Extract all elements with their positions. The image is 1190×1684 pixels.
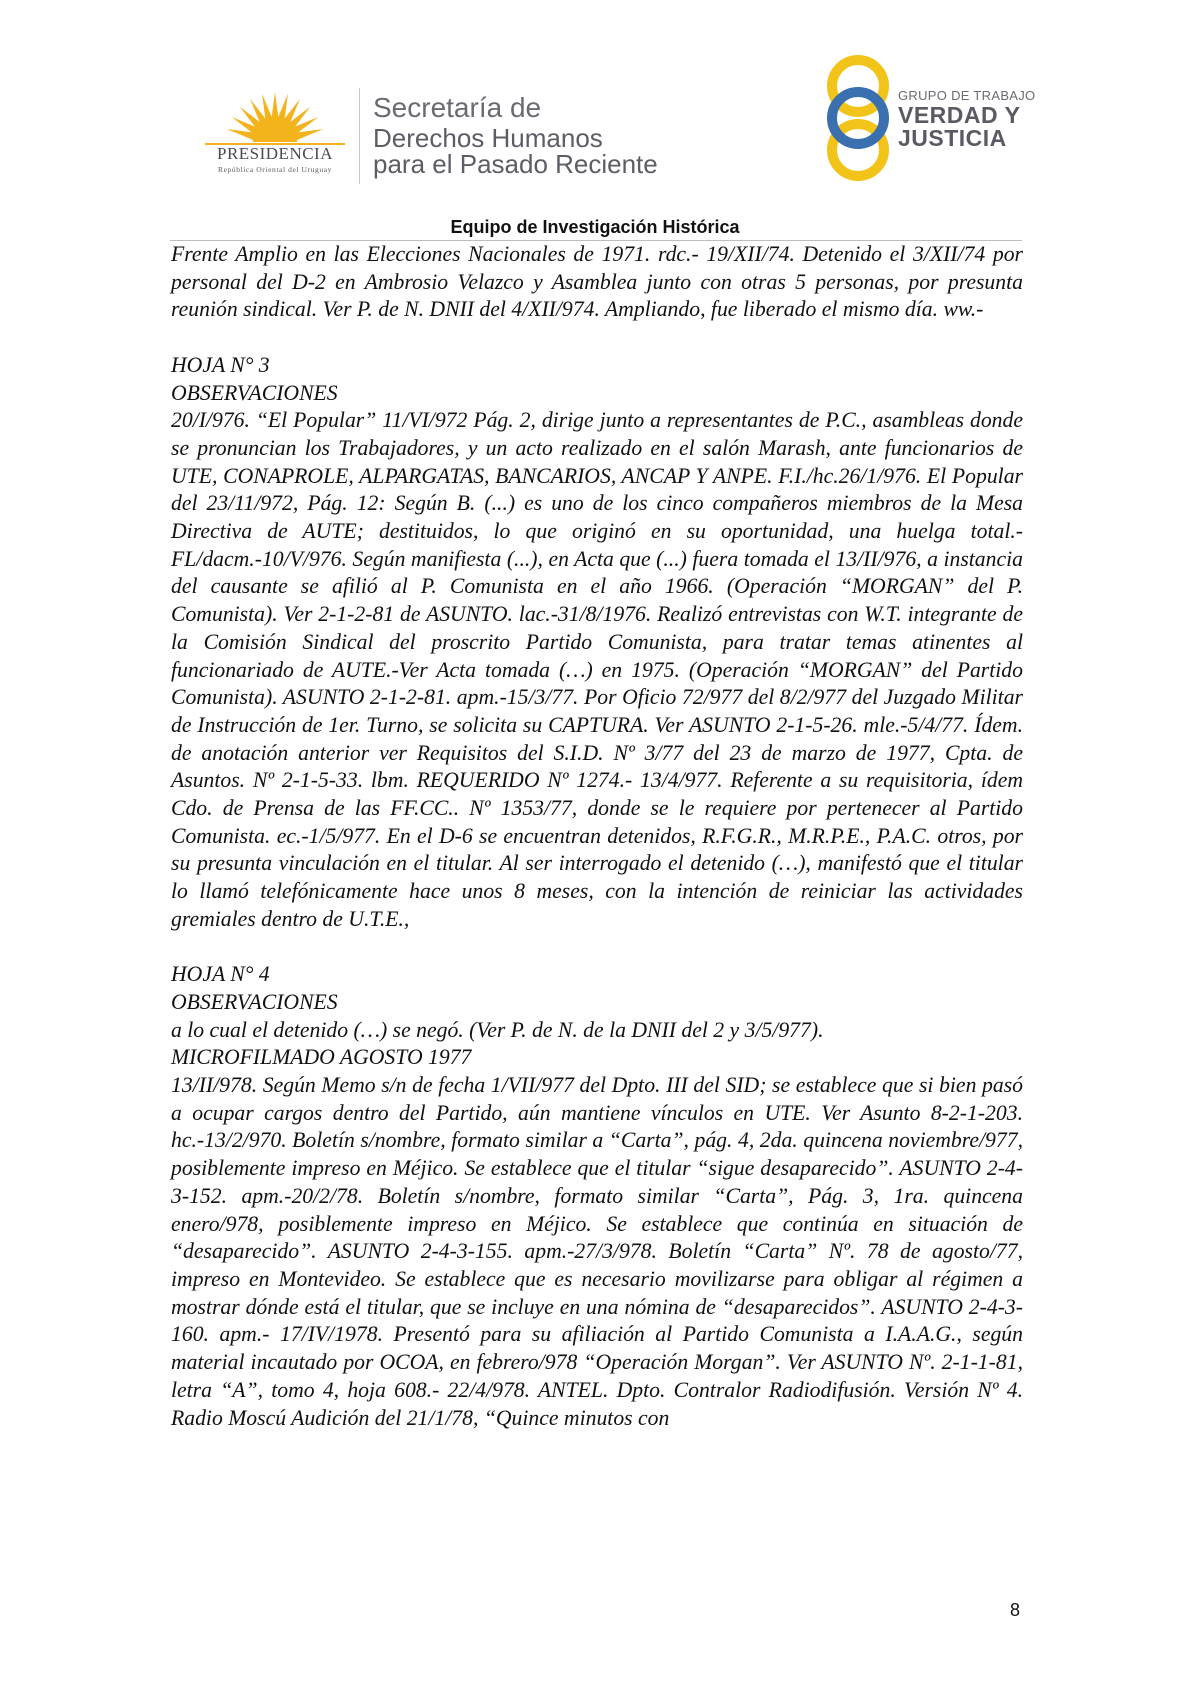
secretaria-line-2: Derechos Humanos	[373, 123, 603, 153]
team-title: Equipo de Investigación Histórica	[450, 217, 740, 237]
document-body	[171, 241, 1023, 1432]
hoja-4-subheading: OBSERVACIONES	[171, 989, 338, 1014]
secretaria-line-3: para el Pasado Reciente	[373, 149, 658, 179]
secretaria-line-1: Secretaría de	[373, 92, 542, 123]
intro-paragraph: Frente Amplio en las Elecciones Nacionales de 1971. rdc.- 19/XII/74. Detenido el 3/XII/74 por personal del D-2 en Ambrosio Velazco y Asamblea junto con otras 5 personas, por presunta reunión sindical. Ver P. de N. DNII del 4/XII/974. Ampliando, fue liberado el mismo día. ww.-	[171, 242, 1023, 322]
page-header	[0, 0, 1190, 230]
hoja-4-line-1: a lo cual el detenido (…) se negó. (Ver P. de N. de la DNII del 2 y 3/5/977).	[171, 1017, 824, 1042]
hoja-3-subheading: OBSERVACIONES	[171, 380, 338, 405]
hoja-3-heading: HOJA N° 3	[171, 352, 270, 377]
hoja-4-line-2: MICROFILMADO AGOSTO 1977	[171, 1045, 472, 1070]
page-number: 8	[1010, 1600, 1021, 1620]
grupo-line-1: GRUPO DE TRABAJO	[898, 88, 1036, 103]
hoja-4-heading: HOJA N° 4	[171, 962, 270, 987]
presidencia-title: PRESIDENCIA	[216, 144, 333, 163]
header-divider	[359, 88, 360, 184]
grupo-line-2: VERDAD Y	[898, 102, 1021, 128]
verdad-justicia-rings-logo	[818, 54, 898, 182]
grupo-line-3: JUSTICIA	[898, 125, 1007, 151]
hoja-3-paragraph: 20/I/976. “El Popular” 11/VI/972 Pág. 2, dirige junto a representantes de P.C., asambleas donde se pronuncian los Trabajadores, y un acto realizado en el salón Marash, ante funcionarios de UTE, CONAPROLE, ALPARGATAS, BANCARIOS, ANCAP Y ANPE. F.I./hc.26/1/976. El Popular del 23/11/972, Pág. 12: Según B. (...) es uno de los cinco compañeros miembros de la Mesa Directiva de AUTE; destituidos, lo que originó en su oportunidad, una huelga total.- FL/dacm.-10/V/976. Según manifiesta (...), en Acta que (...) fuera tomada el 13/II/976, a instancia del causante se afilió al P. Comunista en el año 1966. (Operación “MORGAN” del P. Comunista). Ver 2-1-2-81 de ASUNTO. lac.-31/8/1976. Realizó entrevistas con W.T. integrante de la Comisión Sindical del proscrito Partido Comunista, para tratar temas atinentes al funcionariado de AUTE.-Ver Acta tomada (…) en 1975. (Operación “MORGAN” del Partido Comunista). ASUNTO 2-1-2-81. apm.-15/3/77. Por Oficio 72/977 del 8/2/977 del Juzgado Militar de Instrucción de 1er. Turno, se solicita su CAPTURA. Ver ASUNTO 2-1-5-26. mle.-5/4/77. Ídem. de anotación anterior ver Requisitos del S.I.D. Nº 3/77 del 23 de marzo de 1977, Cpta. de Asuntos. Nº 2-1-5-33. lbm. REQUERIDO Nº 1274.- 13/4/977. Referente a su requisitoria, ídem Cdo. de Prensa de las FF.CC.. Nº 1353/77, donde se le requiere por pertenecer al Partido Comunista. ec.-1/5/977. En el D-6 se encuentran detenidos, R.F.G.R., M.R.P.E., P.A.C. otros, por su presunta vinculación en el titular. Al ser interrogado el detenido (…), manifestó que el titular lo llamó telefónicamente hace unos 8 meses, con la intención de reiniciar las actividades gremiales dentro de U.T.E.,	[171, 408, 1023, 931]
hoja-4-paragraph: 13/II/978. Según Memo s/n de fecha 1/VII/977 del Dpto. III del SID; se establece que si bien pasó a ocupar cargos dentro del Partido, aún mantiene vínculos en UTE. Ver Asunto 8-2-1-203. hc.-13/2/970. Boletín s/nombre, formato similar a “Carta”, pág. 4, 2da. quincena noviembre/977, posiblemente impreso en Méjico. Se establece que el titular “sigue desaparecido”. ASUNTO 2-4-3-152. apm.-20/2/78. Boletín s/nombre, formato similar “Carta”, Pág. 3, 1ra. quincena enero/978, posiblemente impreso en Méjico. Se establece que continúa en situación de “desaparecido”. ASUNTO 2-4-3-155. apm.-27/3/978. Boletín “Carta” Nº. 78 de agosto/77, impreso en Montevideo. Se establece que es necesario movilizarse para obligar al régimen a mostrar dónde está el titular, que se incluye en una nómina de “desaparecidos”. ASUNTO 2-4-3-160. apm.- 17/IV/1978. Presentó para su afiliación al Partido Comunista a I.A.A.G., según material incautado por OCOA, en febrero/978 “Operación Morgan”. Ver ASUNTO Nº. 2-1-1-81, letra “A”, tomo 4, hoja 608.- 22/4/978. ANTEL. Dpto. Contralor Radiodifusión. Versión Nº 4. Radio Moscú Audición del 21/1/78, “Quince minutos con	[171, 1073, 1023, 1430]
presidencia-subtitle: República Oriental del Uruguay	[217, 165, 332, 174]
